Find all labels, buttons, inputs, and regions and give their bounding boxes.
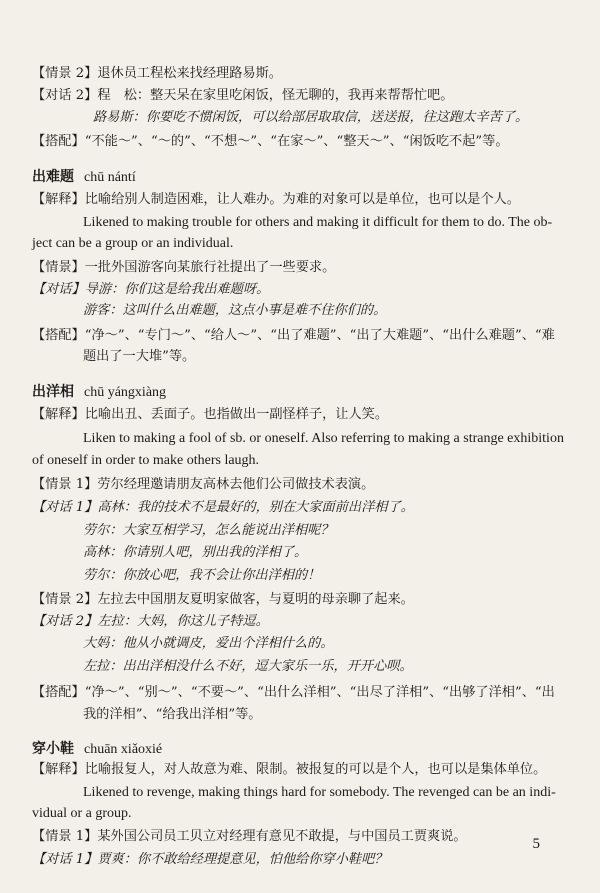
collocation-line: 【搭配】“不能～”、“～的”、“不想～”、“在家～”、“整天～”、“闲饭吃不起”等。 xyxy=(32,134,509,149)
entry-line: 【情景 2】退休员工程松来找经理路易斯。 xyxy=(32,66,282,81)
english-line: Likened to revenge, making things hard for somebody. The revenged can be an indi- xyxy=(83,785,556,800)
dialogue-line: 【对话】导游：你们这是给我出难题呀。 xyxy=(32,282,270,297)
definition-line: 【解释】比喻给别人制造困难，让人难办。为难的对象可以是单位，也可以是个人。 xyxy=(32,192,520,207)
definition-line: 【解释】比喻出丑、丢面子。也指做出一副怪样子，让人笑。 xyxy=(32,407,389,422)
collocation-line: 【搭配】“净～”、“专门～”、“给人～”、“出了难题”、“出了大难题”、“出什么难题”、“难 xyxy=(32,328,555,343)
dialogue-line: 【对话 2】左拉：大妈，你这儿子特逗。 xyxy=(32,614,269,629)
headword xyxy=(32,381,166,401)
english-line: Likened to making trouble for others and making it difficult for them to do. The ob- xyxy=(83,215,553,230)
headword xyxy=(32,738,162,758)
dialogue-line: 劳尔：你放心吧，我不会让你出洋相的！ xyxy=(83,568,321,583)
page-number: 5 xyxy=(532,836,540,852)
collocation-line: 【搭配】“净～”、“别～”、“不要～”、“出什么洋相”、“出尽了洋相”、“出够了洋相”、“出 xyxy=(32,685,555,700)
scenario-line: 【情景】一批外国游客向某旅行社提出了一些要求。 xyxy=(32,260,336,275)
dialogue-line: 劳尔：大家互相学习，怎么能说出洋相呢？ xyxy=(83,523,334,538)
dialogue-line: 路易斯：你要吃不惯闲饭，可以给部居取取信，送送报，往这跑太辛苦了。 xyxy=(93,110,529,125)
dialogue-line: 左拉：出出洋相没什么不好，逗大家乐一乐，开开心呗。 xyxy=(83,659,413,674)
definition-line: 【解释】比喻报复人，对人故意为难、限制。被报复的可以是个人，也可以是集体单位。 xyxy=(32,762,547,777)
headword-pinyin: chū yángxiàng xyxy=(84,385,167,400)
collocation-line: 我的洋相”、“给我出洋相”等。 xyxy=(83,707,262,722)
scenario-line: 【情景 1】某外国公司员工贝立对经理有意见不敢提，与中国员工贾爽说。 xyxy=(32,829,467,844)
dialogue-line: 高林：你请别人吧，别出我的洋相了。 xyxy=(83,545,308,560)
headword-text: 出洋相 xyxy=(32,384,74,400)
english-line: Liken to making a fool of sb. or oneself. Also referring to making a strange exhibition xyxy=(83,431,564,446)
headword-pinyin: chū nántí xyxy=(84,170,136,185)
headword-text: 出难题 xyxy=(32,169,74,185)
english-line: ject can be a group or an individual. xyxy=(32,236,234,251)
dialogue-line: 游客：这叫什么出难题，这点小事是难不住你们的。 xyxy=(83,303,387,318)
dialogue-line: 【对话 1】高林：我的技术不是最好的，别在大家面前出洋相了。 xyxy=(32,500,414,515)
dialogue-line: 大妈：他从小就调皮，爱出个洋相什么的。 xyxy=(83,636,334,651)
headword-text: 穿小鞋 xyxy=(32,741,74,757)
scenario-line: 【情景 2】左拉去中国朋友夏明家做客，与夏明的母亲聊了起来。 xyxy=(32,592,414,607)
dialogue-line: 【对话 2】程 松：整天呆在家里吃闲饭，怪无聊的，我再来帮帮忙吧。 xyxy=(32,88,454,103)
scenario-line: 【情景 1】劳尔经理邀请朋友高林去他们公司做技术表演。 xyxy=(32,477,375,492)
english-line: vidual or a group. xyxy=(32,806,132,821)
english-line: of oneself in order to make others laugh. xyxy=(32,453,260,468)
dialogue-line: 【对话 1】贾爽：你不敢给经理提意见，怕他给你穿小鞋吧？ xyxy=(32,852,388,867)
headword-pinyin: chuān xiǎoxié xyxy=(84,742,163,757)
headword xyxy=(32,166,136,186)
collocation-line: 题出了一大堆”等。 xyxy=(83,349,196,364)
